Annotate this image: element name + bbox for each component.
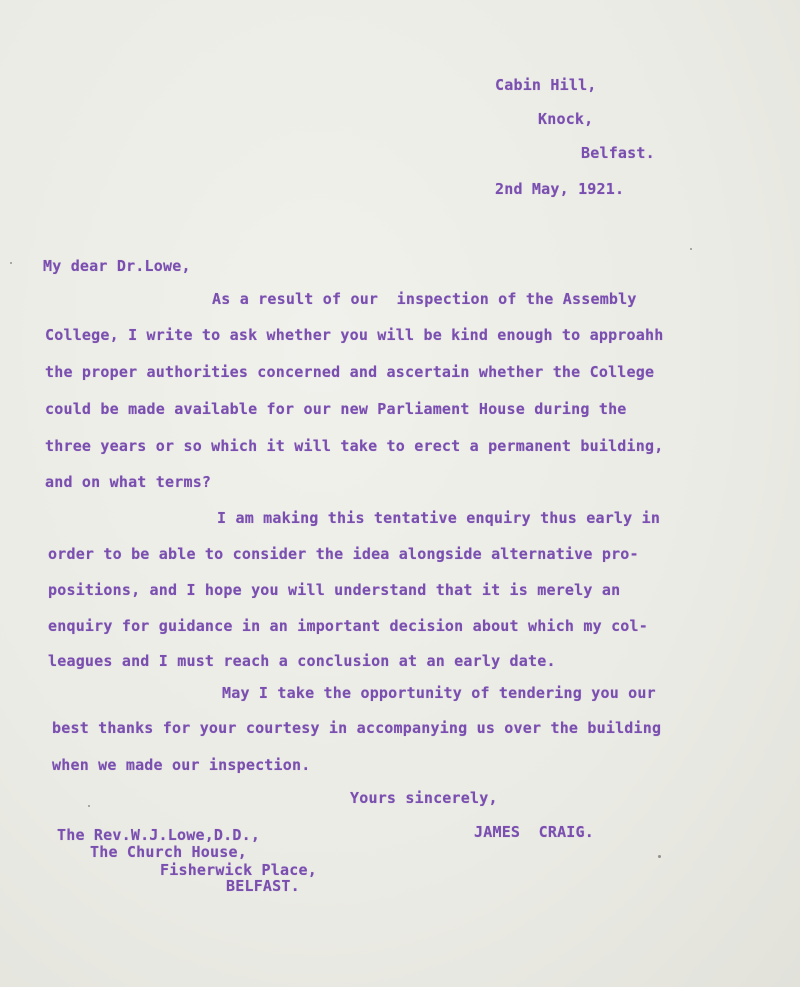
paragraph-2-line-1: I am making this tentative enquiry thus early in [217,509,661,527]
paragraph-1-line-6: and on what terms? [45,473,212,491]
salutation: My dear Dr.Lowe, [43,257,191,275]
paragraph-1-line-3: the proper authorities concerned and ascertain whether the College [45,363,655,381]
paragraph-3-line-1: May I take the opportunity of tendering you our [222,684,656,702]
closing: Yours sincerely, [350,789,498,807]
paragraph-1-line-4: could be made available for our new Parliament House during the [45,400,627,418]
signature: JAMES CRAIG. [474,823,594,841]
recipient-line-3: Fisherwick Place, [160,861,317,879]
paragraph-3-line-2: best thanks for your courtesy in accompanying us over the building [52,719,662,737]
paper-speck [658,855,661,858]
paper-speck [10,262,12,264]
paragraph-2-line-4: enquiry for guidance in an important decision about which my col- [48,617,648,635]
recipient-line-1: The Rev.W.J.Lowe,D.D., [57,826,261,844]
recipient-line-2: The Church House, [90,843,247,861]
paragraph-2-line-5: leagues and I must reach a conclusion at an early date. [48,652,556,670]
address-line-1: Cabin Hill, [495,76,597,94]
paragraph-3-line-3: when we made our inspection. [52,756,311,774]
paragraph-2-line-3: positions, and I hope you will understand that it is merely an [48,581,621,599]
address-line-3: Belfast. [581,144,655,162]
address-line-2: Knock, [538,110,594,128]
paragraph-2-line-2: order to be able to consider the idea alongside alternative pro- [48,545,639,563]
letter-date: 2nd May, 1921. [495,180,625,198]
paragraph-1-line-1: As a result of our inspection of the Assembly [212,290,637,308]
paper-speck [88,805,90,807]
paragraph-1-line-2: College, I write to ask whether you will be kind enough to approahh [45,326,664,344]
recipient-line-4: BELFAST. [226,877,300,895]
paragraph-1-line-5: three years or so which it will take to erect a permanent building, [45,437,664,455]
paper-speck [690,248,692,250]
